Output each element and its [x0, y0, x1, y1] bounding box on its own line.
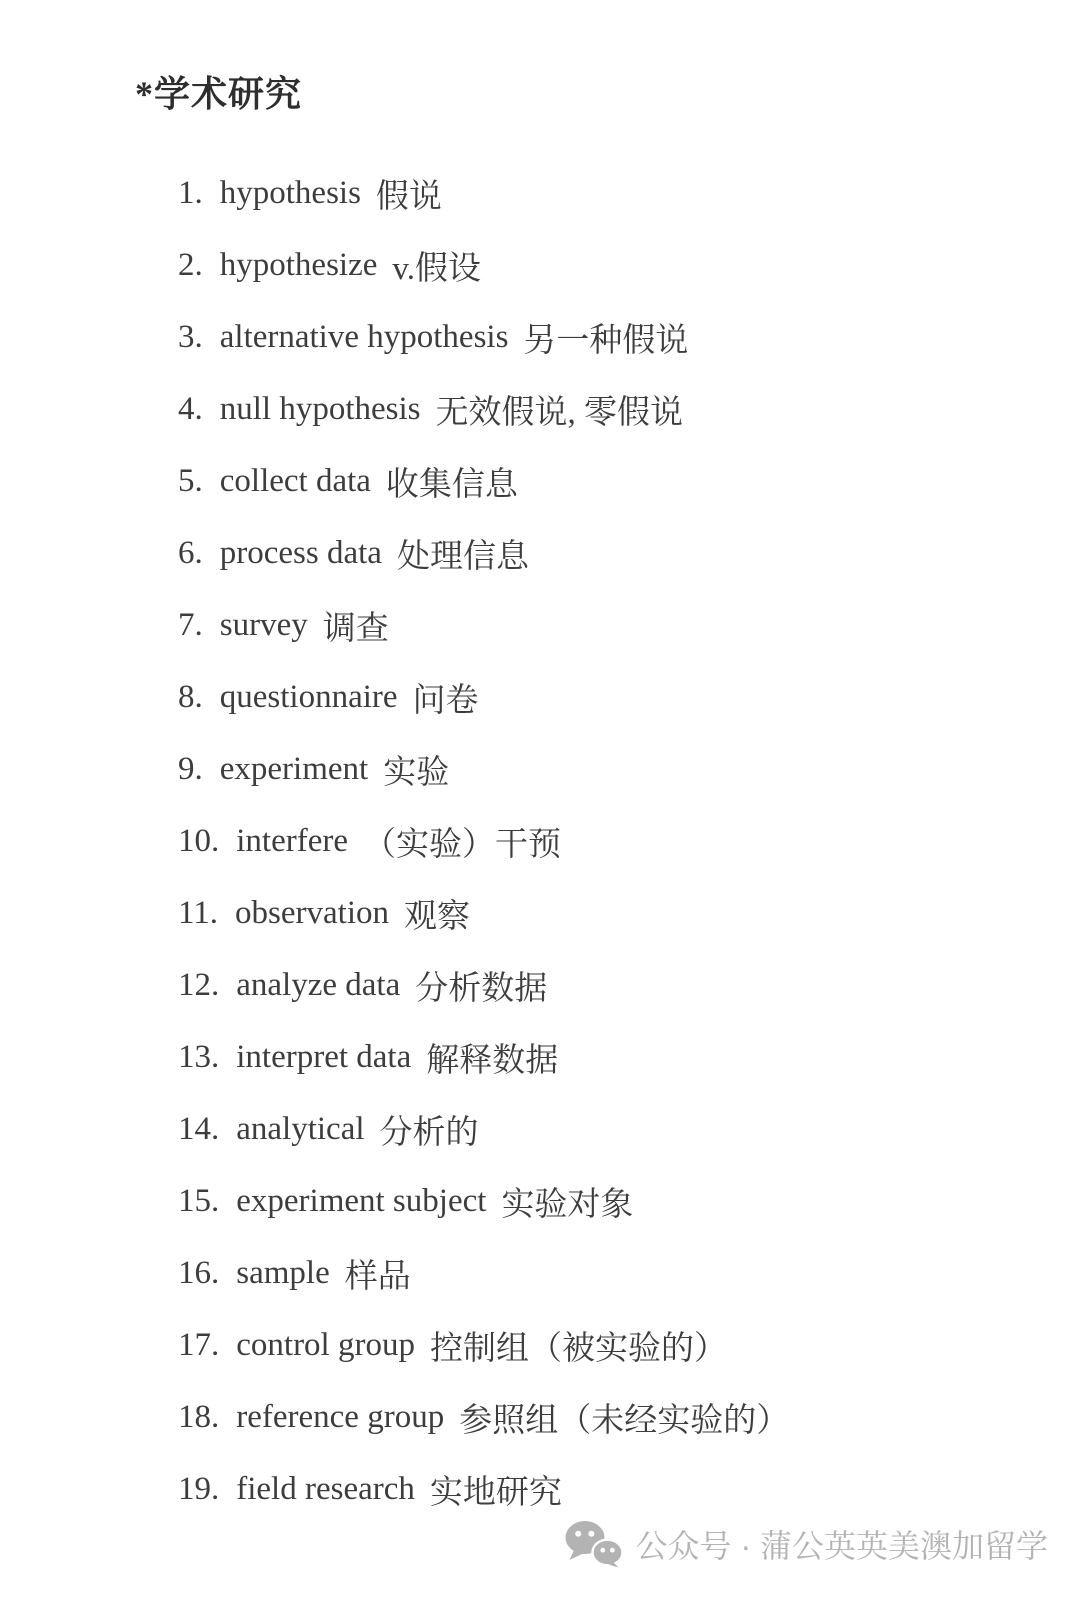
- item-chinese-translation: 样品: [344, 1258, 411, 1295]
- item-number: 15.: [178, 1182, 220, 1219]
- item-english-term: null hypothesis: [219, 390, 421, 427]
- item-english-term: analyze data: [236, 966, 401, 1003]
- item-number: 7.: [178, 606, 203, 643]
- item-english-term: control group: [236, 1326, 415, 1363]
- vocab-list: [178, 157, 789, 1525]
- item-english-term: alternative hypothesis: [219, 318, 509, 355]
- item-number: 18.: [178, 1398, 220, 1435]
- list-item: [178, 1309, 789, 1381]
- list-item: [178, 877, 789, 949]
- item-number: 5.: [178, 462, 203, 499]
- item-chinese-translation: 另一种假说: [523, 322, 689, 359]
- item-number: 17.: [178, 1326, 220, 1363]
- item-chinese-translation: 处理信息: [396, 538, 529, 575]
- list-item: [178, 949, 789, 1021]
- item-number: 19.: [178, 1470, 220, 1507]
- item-english-term: hypothesize: [219, 246, 378, 283]
- list-item: [178, 229, 789, 301]
- item-english-term: reference group: [236, 1398, 445, 1435]
- item-english-term: interfere: [236, 822, 348, 859]
- item-english-term: questionnaire: [219, 678, 398, 715]
- list-item: [178, 1237, 789, 1309]
- list-item: [178, 1165, 789, 1237]
- watermark-footer: [565, 1520, 1048, 1568]
- list-item: [178, 805, 789, 877]
- item-chinese-translation: 无效假说, 零假说: [435, 394, 684, 431]
- item-number: 6.: [178, 534, 203, 571]
- item-number: 14.: [178, 1110, 220, 1147]
- list-item: [178, 661, 789, 733]
- item-chinese-translation: 分析数据: [415, 970, 548, 1007]
- item-number: 16.: [178, 1254, 220, 1291]
- list-item: [178, 733, 789, 805]
- item-chinese-translation: 实地研究: [429, 1474, 562, 1511]
- wechat-icon: [565, 1520, 623, 1568]
- item-english-term: hypothesis: [219, 174, 361, 211]
- item-number: 11.: [178, 894, 219, 931]
- list-item: [178, 373, 789, 445]
- item-number: 3.: [178, 318, 203, 355]
- item-english-term: sample: [236, 1254, 330, 1291]
- item-chinese-translation: 假说: [375, 178, 442, 215]
- item-number: 2.: [178, 246, 203, 283]
- list-item: [178, 1093, 789, 1165]
- item-chinese-translation: 参照组（未经实验的）: [459, 1402, 790, 1439]
- watermark-text: 公众号 · 蒲公英英美澳加留学: [635, 1528, 1048, 1564]
- item-chinese-translation: 实验: [383, 754, 450, 791]
- list-item: [178, 157, 789, 229]
- item-number: 8.: [178, 678, 203, 715]
- item-number: 9.: [178, 750, 203, 787]
- item-english-term: experiment subject: [236, 1182, 487, 1219]
- item-chinese-translation: 问卷: [412, 682, 479, 719]
- item-number: 12.: [178, 966, 220, 1003]
- item-english-term: field research: [236, 1470, 415, 1507]
- item-number: 13.: [178, 1038, 220, 1075]
- list-item: [178, 301, 789, 373]
- item-english-term: observation: [235, 894, 389, 931]
- item-chinese-translation: 调查: [322, 610, 389, 647]
- item-english-term: process data: [219, 534, 382, 571]
- page-title: *学术研究: [135, 74, 303, 114]
- item-chinese-translation: 控制组（被实验的）: [429, 1330, 727, 1367]
- list-item: [178, 445, 789, 517]
- item-number: 10.: [178, 822, 220, 859]
- item-number: 1.: [178, 174, 203, 211]
- list-item: [178, 1021, 789, 1093]
- item-chinese-translation: 观察: [404, 898, 470, 935]
- list-item: [178, 1453, 789, 1525]
- list-item: [178, 1381, 789, 1453]
- list-item: [178, 517, 789, 589]
- item-number: 4.: [178, 390, 203, 427]
- item-chinese-translation: 收集信息: [385, 466, 518, 503]
- item-chinese-translation: v.假设: [392, 250, 481, 287]
- item-chinese-translation: 解释数据: [426, 1042, 559, 1079]
- item-english-term: experiment: [219, 750, 369, 787]
- item-english-term: collect data: [219, 462, 371, 499]
- item-chinese-translation: 实验对象: [501, 1186, 634, 1223]
- item-chinese-translation: （实验）干预: [363, 826, 561, 863]
- item-english-term: survey: [219, 606, 308, 643]
- item-english-term: interpret data: [236, 1038, 412, 1075]
- item-chinese-translation: 分析的: [379, 1114, 479, 1151]
- list-item: [178, 589, 789, 661]
- item-english-term: analytical: [236, 1110, 365, 1147]
